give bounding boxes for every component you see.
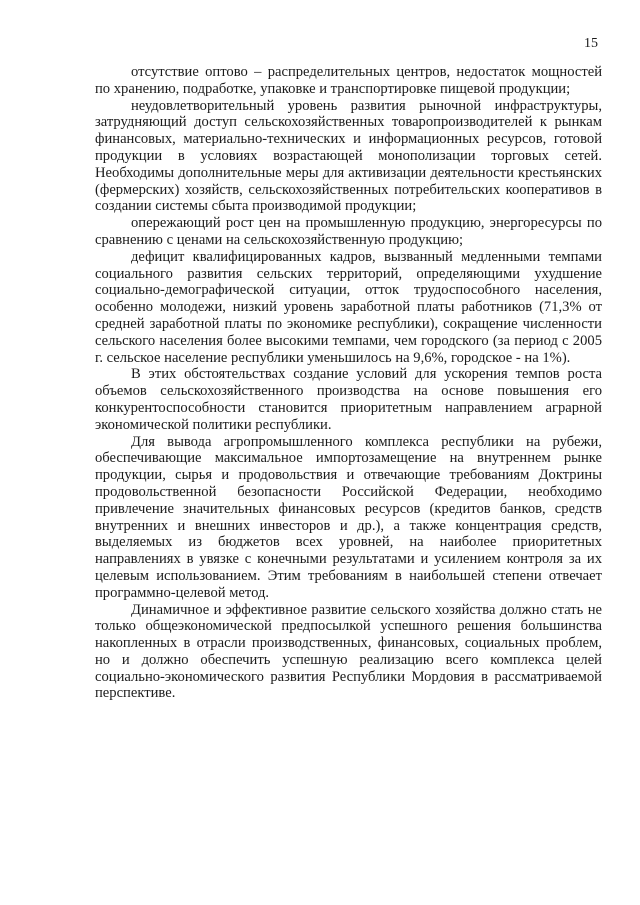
paragraph-financial-resources: Для вывода агропромышленного комплекса республики на рубежи, обеспечивающие максимальное импортозамещение на внутреннем рынке продукции, сырья и продовольствия и отвечающие требованиям Доктрины продовольственной безопасности Российской Федерации, необходимо привлечение значительных финансовых ресурсов (кредитов банков, средств внутренних и внешних инвесторов и др.), а также концентрация средств, выделяемых из бюджетов всех уровней, на наиболее приоритетных направлениях в увязке с конечными результатами и усилением контроля за их целевым использованием. Этим требованиям в наибольшей степени отвечает программно-целевой метод. — [95, 433, 602, 601]
paragraph-distribution-centers: отсутствие оптово – распределительных центров, недостаток мощностей по хранению, подработке, упаковке и транспортировке пищевой продукции; — [95, 64, 602, 97]
paragraph-market-infrastructure: неудовлетворительный уровень развития рыночной инфраструктуры, затрудняющий доступ сельскохозяйственных товаропроизводителей к рынкам финансовых, материально-технических и информационных ресурсов, готовой продукции в условиях возрастающей монополизации торговых сетей. Необходимы дополнительные меры для активизации деятельности крестьянских (фермерских) хозяйств, сельскохозяйственных потребительских кооперативов в создании системы сбыта производимой продукции; — [95, 97, 602, 215]
paragraph-personnel-deficit: дефицит квалифицированных кадров, вызванный медленными темпами социального развития сельских территорий, определяющими ухудшение социально-демографической ситуации, отток трудоспособного населения, особенно молодежи, низкий уровень заработной платы работников (71,3% от средней заработной платы по экономике республики), сокращение численности сельского населения более высокими темпами, чем городского (за период с 2005 г. сельское население республики уменьшилось на 9,6%, городское - на 1%). — [95, 248, 602, 366]
paragraph-priority-direction: В этих обстоятельствах создание условий для ускорения темпов роста объемов сельскохозяйственного производства на основе повышения его конкурентоспособности становится приоритетным направлением аграрной экономической политики республики. — [95, 366, 602, 433]
paragraph-dynamic-development: Динамичное и эффективное развитие сельского хозяйства должно стать не только общеэкономической предпосылкой успешного решения большинства накопленных в отрасли производственных, финансовых, социальных проблем, но и должно обеспечить успешную реализацию всего комплекса целей социально-экономического развития Республики Мордовия в рассматриваемой перспективе. — [95, 601, 602, 702]
page-number: 15 — [584, 36, 598, 51]
paragraph-price-growth: опережающий рост цен на промышленную продукцию, энергоресурсы по сравнению с ценами на сельскохозяйственную продукцию; — [95, 215, 602, 248]
body-text — [95, 64, 602, 702]
